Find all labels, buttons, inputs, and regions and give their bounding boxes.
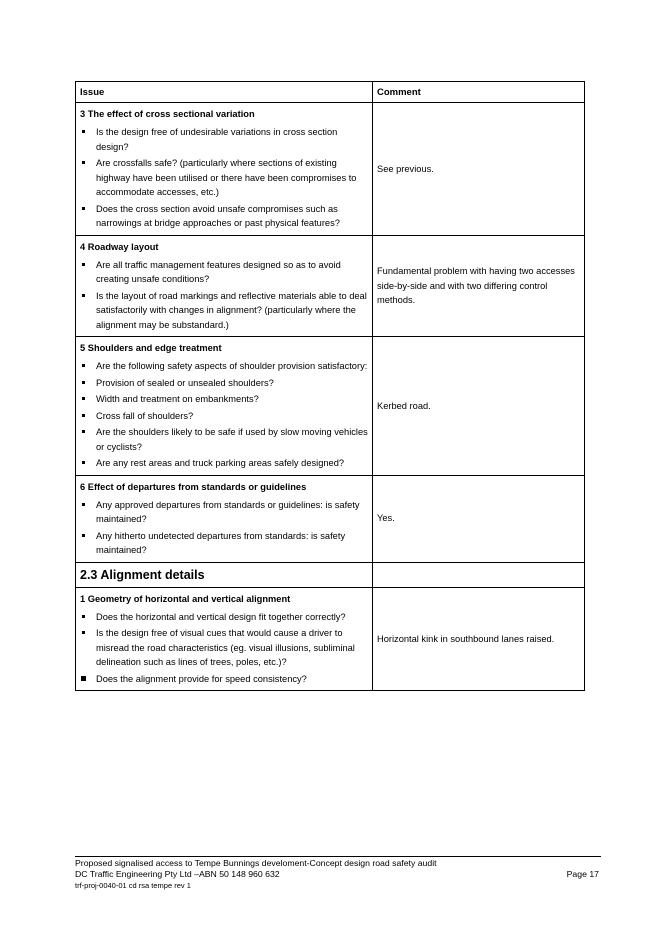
bullet-icon bbox=[82, 503, 85, 506]
issue-header-cell bbox=[76, 82, 373, 103]
list-item: Does the cross section avoid unsafe compromises such as narrowings at bridge approaches or past physical features? bbox=[80, 202, 368, 231]
table-row bbox=[76, 475, 585, 562]
footer-title: Proposed signalised access to Tempe Bunnings develoment-Concept design road safety audit bbox=[75, 858, 437, 868]
list-item: Is the design free of visual cues that would cause a driver to misread the road characteristics (eg. visual illusions, subliminal delineation such as lines of trees, poles, etc.)? bbox=[80, 626, 368, 670]
list-item: Any hitherto undetected departures from standards: is safety maintained? bbox=[80, 529, 368, 558]
list-item: Width and treatment on embankments? bbox=[80, 392, 368, 407]
table-row bbox=[76, 103, 585, 236]
comment-cell bbox=[373, 337, 585, 476]
comment-cell bbox=[373, 235, 585, 337]
bullet-icon bbox=[82, 130, 85, 133]
bullet-icon bbox=[81, 676, 86, 681]
table-row bbox=[76, 587, 585, 691]
list-item: Does the alignment provide for speed consistency? bbox=[80, 672, 368, 687]
bullet-icon bbox=[82, 381, 85, 384]
bullet-icon bbox=[82, 207, 85, 210]
bullet-icon bbox=[82, 263, 85, 266]
comment-text: See previous. bbox=[377, 163, 434, 174]
checklist bbox=[76, 258, 372, 337]
subheading-cell bbox=[76, 562, 373, 587]
bullet-icon bbox=[82, 161, 85, 164]
page-footer bbox=[75, 858, 601, 891]
list-item: Are the following safety aspects of shoulder provision satisfactory: bbox=[80, 359, 368, 374]
bullet-icon bbox=[82, 615, 85, 618]
table-header-row bbox=[76, 82, 585, 103]
issue-cell bbox=[76, 587, 373, 691]
comment-text: Fundamental problem with having two accesses side-by-side and with two differing control methods. bbox=[377, 266, 575, 305]
section-title: 5 Shoulders and edge treatment bbox=[80, 343, 222, 353]
list-item: Are the shoulders likely to be safe if used by slow moving vehicles or cyclists? bbox=[80, 425, 368, 454]
bullet-icon bbox=[82, 461, 85, 464]
list-item: Are any rest areas and truck parking areas safely designed? bbox=[80, 456, 368, 471]
table-row bbox=[76, 235, 585, 337]
section-title: 3 The effect of cross sectional variation bbox=[80, 109, 255, 119]
checklist bbox=[76, 610, 372, 691]
list-item: Cross fall of shoulders? bbox=[80, 409, 368, 424]
section-title: 1 Geometry of horizontal and vertical alignment bbox=[80, 593, 291, 604]
list-item: Are crossfalls safe? (particularly where sections of existing highway have been utilised or there have been compromises to accommodate accesses, etc.) bbox=[80, 156, 368, 200]
checklist bbox=[76, 498, 372, 562]
list-item: Provision of sealed or unsealed shoulders? bbox=[80, 376, 368, 391]
footer-doc-ref: trf-proj-0040-01 cd rsa tempe rev 1 bbox=[75, 881, 191, 890]
bullet-icon bbox=[82, 534, 85, 537]
issue-cell bbox=[76, 235, 373, 337]
issue-cell bbox=[76, 103, 373, 236]
checklist bbox=[76, 359, 372, 475]
comment-header: Comment bbox=[377, 87, 421, 98]
comment-text: Yes. bbox=[377, 513, 395, 524]
table-row bbox=[76, 337, 585, 476]
comment-text: Horizontal kink in southbound lanes raised. bbox=[377, 633, 555, 644]
footer-company: DC Traffic Engineering Pty Ltd –ABN 50 148 960 632 bbox=[75, 869, 280, 879]
list-item: Is the layout of road markings and reflective materials able to deal satisfactorily with changes in alignment? (particularly where the alignment may be substandard.) bbox=[80, 289, 368, 333]
bullet-icon bbox=[82, 397, 85, 400]
list-item: Does the horizontal and vertical design fit together correctly? bbox=[80, 610, 368, 625]
issue-header: Issue bbox=[80, 87, 105, 98]
bullet-icon bbox=[82, 294, 85, 297]
section-title: 4 Roadway layout bbox=[80, 241, 159, 252]
issue-cell bbox=[76, 475, 373, 562]
audit-table bbox=[75, 81, 585, 691]
comment-cell bbox=[373, 587, 585, 691]
subheading-row bbox=[76, 562, 585, 587]
empty-cell bbox=[373, 562, 585, 587]
list-item: Are all traffic management features designed so as to avoid creating unsafe conditions? bbox=[80, 258, 368, 287]
footer-divider bbox=[75, 856, 601, 857]
section-title: 6 Effect of departures from standards or guidelines bbox=[80, 481, 307, 492]
subheading: 2.3 Alignment details bbox=[80, 567, 205, 582]
comment-cell bbox=[373, 475, 585, 562]
bullet-icon bbox=[82, 631, 85, 634]
bullet-icon bbox=[82, 414, 85, 417]
bullet-icon bbox=[82, 430, 85, 433]
comment-cell bbox=[373, 103, 585, 236]
comment-header-cell bbox=[373, 82, 585, 103]
list-item: Is the design free of undesirable variations in cross section design? bbox=[80, 125, 368, 154]
checklist bbox=[76, 125, 372, 235]
issue-cell bbox=[76, 337, 373, 476]
comment-text: Kerbed road. bbox=[377, 400, 431, 411]
list-item: Any approved departures from standards or guidelines: is safety maintained? bbox=[80, 498, 368, 527]
bullet-icon bbox=[82, 364, 85, 367]
page-number: Page 17 bbox=[566, 869, 599, 879]
